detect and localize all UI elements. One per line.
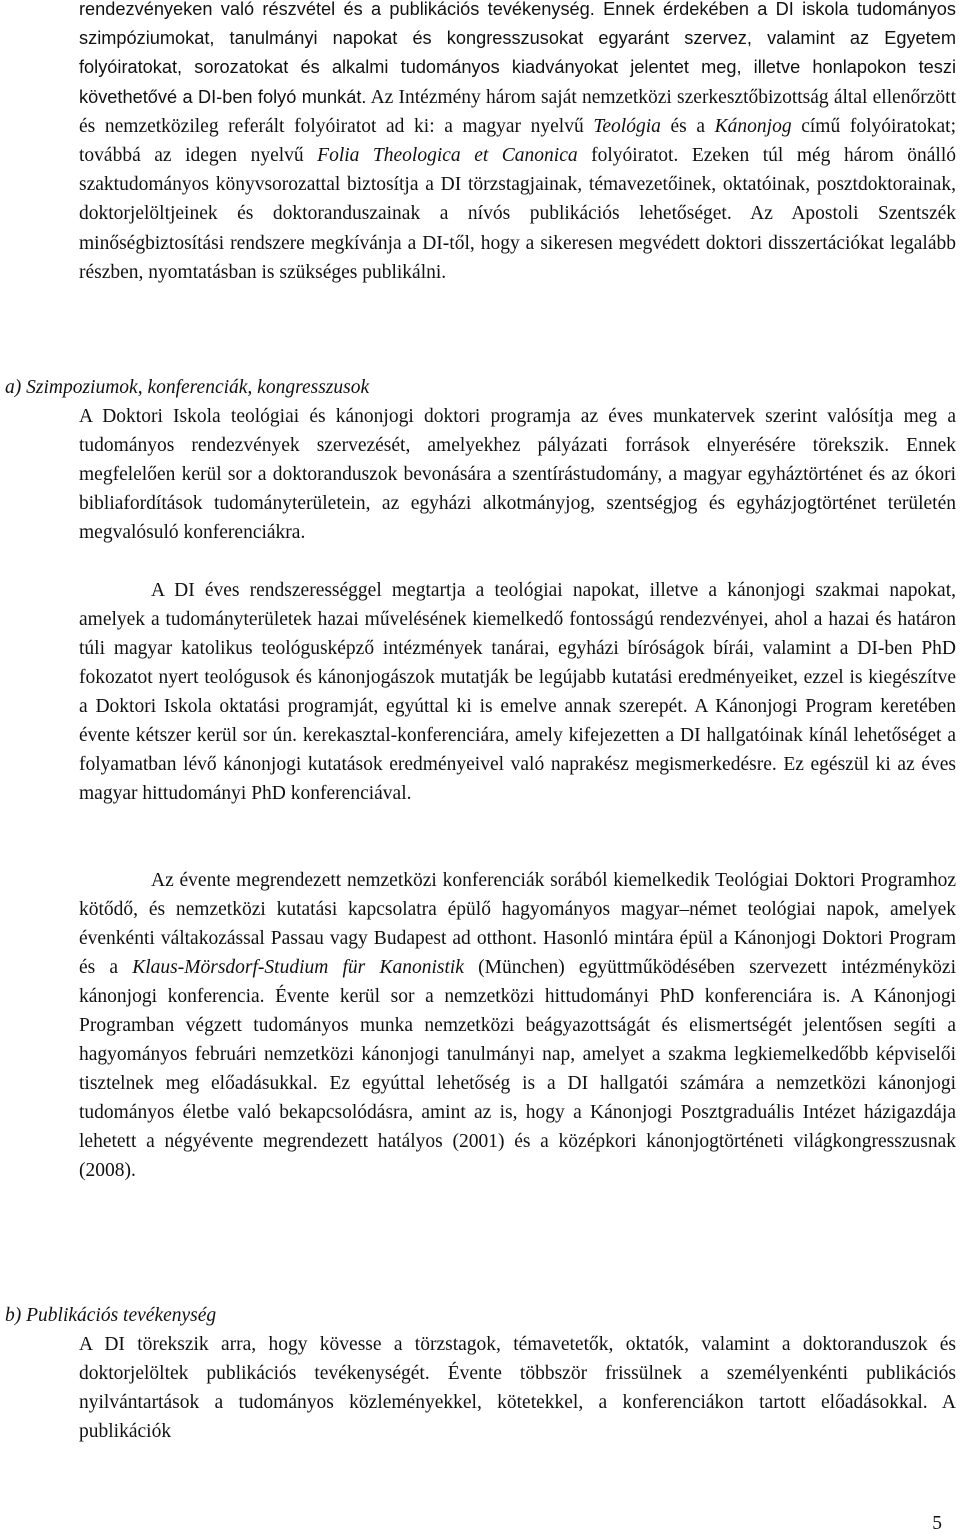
section-a-heading: a) Szimpoziumok, konferenciák, kongresszusok xyxy=(5,377,370,398)
journal-teologia: Teológia xyxy=(593,115,661,137)
section-a-paragraph-2: A DI éves rendszerességgel megtartja a teológiai napokat, illetve a kánonjogi szakmai napokat, amelyek a tudományterületek hazai művelésének kiemelkedő fontosságú rendezvényei, ahol a hazai és határon túli magyar katolikus teológusképző intézmények tanárai, egyházi bíróságok bírái, valamint a DI-ben PhD fokozatot nyert teológusok és kánonjogászok mutatják be legújabb kutatási eredményeiket, ezzel is kiegészítve a Doktori Iskola oktatási programját, egyúttal ki is emelve annak szerepét. A Kánonjogi Program keretében évente kétszer kerül sor ún. kerekasztal-konferenciára, amely kifejezetten a DI hallgatóinak kínál lehetőséget a folyamatban lévő kánonjogi kutatások eredményeivel való naprakész megismerkedésre. Ez egészül ki az éves magyar hittudományi PhD konferenciával. xyxy=(79,580,956,804)
klaus-moersdorf-studium: Klaus-Mörsdorf-Studium für Kanonistik xyxy=(132,957,464,978)
section-a-paragraph-1: A Doktori Iskola teológiai és kánonjogi doktori programja az éves munkatervek szerint valósítja meg a tudományos rendezvények szervezését, amelyekhez pályázati források elnyerésére törekszik. Ennek megfelelően kerül sor a doktoranduszok bevonására a szentírástudomány, a magyar egyháztörténet és az ókori bibliafordítások tudományterületein, az egyházi alkotmányjog, szentségjog és egyházjogtörténet területén megvalósuló konferenciákra. xyxy=(79,406,956,543)
journal-kanonjog: Kánonjog xyxy=(714,115,792,137)
intro-text-1: Az Intézmény három saját nemzetközi szerkesztőbizottság által ellenőrzött és nemzetközileg referált folyóiratot ad ki: a magyar nyelvű xyxy=(79,86,957,137)
intro-text-2: és a xyxy=(660,115,715,137)
intro-text-4: folyóiratot. Ezeken túl még három önálló szaktudományos könyvsorozattal biztosítja a DI törzstagjainak, témavezetőinek, oktatóinak, posztdoktorainak, doktorjelöltjeinek és doktoranduszainak a nívós publikációs lehetőséget. Az Apostoli Szentszék minőségbiztosítási rendszere megkívánja a DI-től, hogy a sikeresen megvédett doktori disszertációkat legalább részben, nyomtatásban is szükséges publikálni. xyxy=(79,145,957,283)
intro-paragraph xyxy=(79,0,956,287)
section-b-paragraph-1: A DI törekszik arra, hogy kövesse a törzstagok, témavetetők, oktatók, valamint a doktoranduszok és doktorjelöltek publikációs tevékenységét. Évente többször frissülnek a személyenkénti publikációs nyilvántartások a tudományos közleményekkel, kötetekkel, a konferenciákon tartott előadásokkal. A publikációk xyxy=(79,1334,956,1442)
section-a-p3-text-2: (München) együttműködésében szervezett intézményközi kánonjogi konferencia. Évente kerül sor a nemzetközi hittudományi PhD konferenciára is. A Kánonjogi Programban végzett tudományos munka nemzetközi beágyazottságát és elismertségét jelentősen segíti a hagyományos februári nemzetközi kánonjogi tanulmányi nap, amelyet a szakma legkiemelkedőbb képviselői tisztelnek meg előadásukkal. Ez egyúttal lehetőség is a DI hallgatói számára a nemzetközi kánonjogi tudományos életbe való bekapcsolódásra, amint az is, hogy a Kánonjogi Posztgraduális Intézet házigazdája lehetett a négyévente megrendezett hatályos (2001) és a középkori kánonjogtörténeti világkongresszusnak (2008). xyxy=(79,957,956,1181)
page-number: 5 xyxy=(932,1513,942,1534)
intro-text-3: című folyóiratokat; továbbá az idegen nyelvű xyxy=(79,115,956,167)
journal-folia: Folia Theologica et Canonica xyxy=(317,145,578,167)
intro-text-sans: rendezvényeken való részvétel és a publikációs tevékenység. Ennek érdekében a DI iskola tudományos szimpóziumokat, tanulmányi napokat és kongresszusokat egyaránt szervez, valamint az Egyetem folyóiratokat, sorozatokat és alkalmi tudományos kiadványokat jelentet meg, illetve honlapokon teszi követhetővé a DI-ben folyó munkát. xyxy=(79,0,956,107)
section-a-paragraph-3 xyxy=(79,866,956,1185)
section-b-heading: b) Publikációs tevékenység xyxy=(5,1305,217,1326)
section-a-p3-text-1: Az évente megrendezett nemzetközi konferenciák sorából kiemelkedik Teológiai Doktori Programhoz kötődő, és nemzetközi kutatási kapcsolatra épülő hagyományos magyar–német teológiai napok, amelyek évenkénti váltakozással Passau vagy Budapest ad otthont. Hasonló mintára épül a Kánonjogi Doktori Program és a xyxy=(79,870,956,978)
